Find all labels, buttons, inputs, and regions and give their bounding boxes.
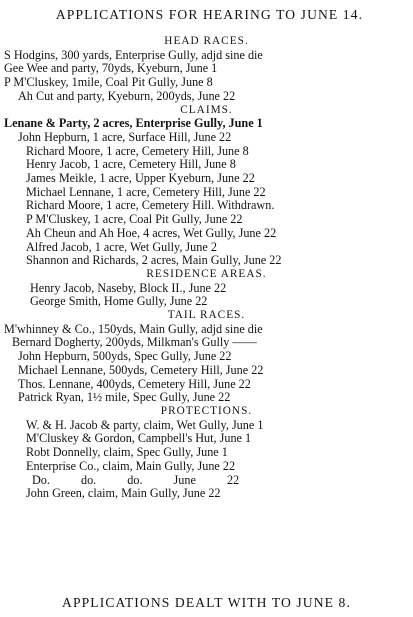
list-item: M'Cluskey & Gordon, Campbell's Hut, June 1 [26,432,252,446]
list-item: Robt Donnelly, claim, Spec Gully, June 1 [26,446,228,460]
list-item: P M'Cluskey, 1mile, Coal Pit Gully, June 8 [4,76,213,90]
list-item: Ah Cut and party, Kyeburn, 200yds, June 22 [18,89,236,103]
list-item: Richard Moore, 1 acre, Cemetery Hill. Withdrawn. [26,199,275,213]
page-title: APPLICATIONS FOR HEARING TO JUNE 14. [55,7,364,22]
section-heading-claims: CLAIMS. [180,103,233,116]
list-item: S Hodgins, 300 yards, Enterprise Gully, adjd sine die [4,48,263,62]
list-item: Alfred Jacob, 1 acre, Wet Gully, June 2 [26,240,217,254]
list-item: Gee Wee and party, 70yds, Kyeburn, June 1 [4,62,218,76]
section-heading-tail-races: TAIL RACES. [167,309,246,322]
list-item: Michael Lennane, 1 acre, Cemetery Hill, June 22 [26,185,266,199]
list-item: M'whinney & Co., 150yds, Main Gully, adjd sine die [4,322,263,336]
list-item: Michael Lennane, 500yds, Cemetery Hill, June 22 [18,363,264,377]
list-item: James Meikle, 1 acre, Upper Kyeburn, June 22 [26,172,255,186]
list-item: Henry Jacob, 1 acre, Cemetery Hill, June 8 [26,158,236,172]
section-heading-protections: PROTECTIONS. [160,404,253,417]
list-item: Shannon and Richards, 2 acres, Main Gully, June 22 [26,254,282,268]
list-item: Henry Jacob, Naseby, Block II., June 22 [30,281,227,295]
list-item: Enterprise Co., claim, Main Gully, June 22 [26,459,236,473]
list-item: Richard Moore, 1 acre, Cemetery Hill, June 8 [26,144,249,158]
list-item: Thos. Lennane, 400yds, Cemetery Hill, June 22 [18,377,251,391]
section-heading-residence-areas: RESIDENCE AREAS. [146,267,267,280]
list-item: W. & H. Jacob & party, claim, Wet Gully, June 1 [26,418,264,432]
section-heading-head-races: HEAD RACES. [164,35,249,47]
list-item: Ah Cheun and Ah Hoe, 4 acres, Wet Gully, June 22 [26,226,277,240]
list-item: Do. do. do. June 22 [32,473,240,487]
list-item: Lenane & Party, 2 acres, Enterprise Gully, June 1 [4,117,263,131]
list-item: John Hepburn, 1 acre, Surface Hill, June 22 [18,130,232,144]
list-item: Patrick Ryan, 1½ mile, Spec Gully, June 22 [18,391,231,405]
list-item: John Green, claim, Main Gully, June 22 [26,487,221,501]
applications-list [4,35,409,501]
list-item: George Smith, Home Gully, June 22 [30,295,208,309]
list-item: John Hepburn, 500yds, Spec Gully, June 22 [18,350,232,364]
list-item: Bernard Dogherty, 200yds, Milkman's Gully —— [12,336,257,350]
newspaper-clipping [0,4,413,617]
list-item: P M'Cluskey, 1 acre, Coal Pit Gully, June 22 [26,213,243,227]
footer-heading: APPLICATIONS DEALT WITH TO JUNE 8. [62,595,351,610]
